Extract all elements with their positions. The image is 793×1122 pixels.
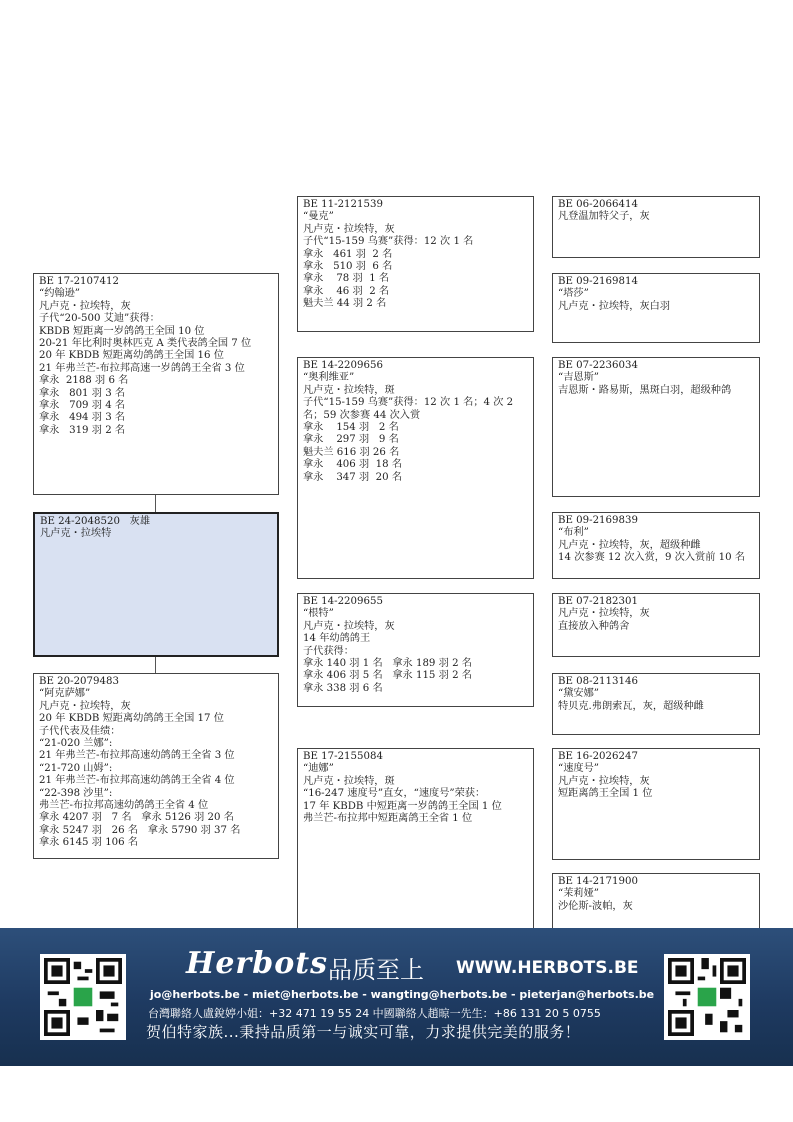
grandsire-maternal-card: BE 14-2209655 “根特” 凡卢克・拉埃特，灰 14 年幼鸽鸽王 子代获得： 拿永 140 羽 1 名 拿永 189 羽 2 名 拿永 406 羽 5 名 拿永 115 羽 2 名 拿永 338 羽 6 名 — [297, 593, 534, 707]
great-granddam-2-card: BE 09-2169839 “布利” 凡卢克・拉埃特，灰，超级种雌 14 次参赛 12 次入赏，9 次入赏前 10 名 — [552, 512, 760, 579]
great-grandsire-2-card: BE 07-2236034 “吉恩斯” 吉恩斯・路易斯，黑斑白羽，超级种鸽 — [552, 357, 760, 497]
great-grandsire-1-card: BE 06-2066414 凡登温加特父子，灰 — [552, 196, 760, 258]
granddam-maternal-card: BE 17-2155084 “迪娜” 凡卢克・拉埃特，斑 “16-247 速度号”直女，“速度号”荣获： 17 年 KBDB 中短距离一岁鸽鸽王全国 1 位 弗兰芒-布拉邦中短距离鸽王全省 1 位 — [297, 748, 534, 934]
great-grandsire-4-card: BE 16-2026247 “速度号” 凡卢克・拉埃特，灰 短距离鸽王全国 1 位 — [552, 748, 760, 860]
wechat-qr-code-icon — [664, 954, 750, 1040]
dam-card: BE 20-2079483 “阿克萨娜” 凡卢克・拉埃特，灰 20 年 KBDB 短距离幼鸽鸽王全国 17 位 子代代表及佳绩： “21-020 兰娜”: 21 年弗兰芒-布拉邦高速幼鸽鸽王全省 3 位 “21-720 山姆”: 21 年弗兰芒-布拉邦高速幼鸽鸽王全省 4 位 “22-398 沙里”: 弗兰芒-布拉邦高速幼鸽鸽王全省 4 位 拿永 4207 羽 7 名 拿永 5126 羽 20 名 拿永 5247 羽 26 名 拿永 5790 羽 37 名 拿永 6145 羽 106 名 — [33, 673, 279, 859]
sire-card: BE 17-2107412 “约翰逊” 凡卢克・拉埃特，灰 子代“20-500 艾迪”获得： KBDB 短距离一岁鸽鸽王全国 10 位 20-21 年比利时奥林匹克 A 类代表鸽全国 7 位 20 年 KBDB 短距离幼鸽鸽王全国 16 位 21 年弗兰芒-布拉邦高速一岁鸽鸽王全省 3 位 拿永 2188 羽 6 名 拿永 801 羽 3 名 拿永 709 羽 4 名 拿永 494 羽 3 名 拿永 319 羽 2 名 — [33, 273, 279, 495]
footer-tagline: 贺伯特家族...秉持品质第一与诚实可靠，力求提供完美的服务！ — [146, 1023, 581, 1041]
contact-phones: 台灣聯絡人盧銳婷小姐：+32 471 19 55 24 中國聯絡人趙晾一先生：+86 131 20 5 0755 — [148, 1007, 601, 1020]
connector-line — [155, 495, 156, 512]
qr-code-icon — [40, 954, 126, 1040]
grandsire-paternal-card: BE 11-2121539 “曼克” 凡卢克・拉埃特，灰 子代“15-159 乌赛”获得：12 次 1 名 拿永 461 羽 2 名 拿永 510 羽 6 名 拿永 78 羽 1 名 拿永 46 羽 2 名 魁夫兰 44 羽 2 名 — [297, 196, 534, 332]
footer-banner — [0, 928, 793, 1066]
granddam-paternal-card: BE 14-2209656 “奥利维亚” 凡卢克・拉埃特，斑 子代“15-159 乌赛”获得：12 次 1 名；4 次 2 名；59 次参赛 44 次入赏 拿永 154 羽 2 名 拿永 297 羽 9 名 魁夫兰 616 羽 26 名 拿永 406 羽 18 名 拿永 347 羽 20 名 — [297, 357, 534, 579]
contact-emails: jo@herbots.be - miet@herbots.be - wangting@herbots.be - pieterjan@herbots.be — [150, 988, 655, 1001]
great-granddam-1-card: BE 09-2169814 “塔莎” 凡卢克・拉埃特，灰白羽 — [552, 273, 760, 343]
connector-line — [155, 657, 156, 673]
great-granddam-3-card: BE 08-2113146 “黛安娜” 特贝克.弗朗索瓦，灰，超级种雌 — [552, 673, 760, 735]
brand-slogan: 品质至上 — [328, 956, 424, 984]
subject-pigeon-card: BE 24-2048520 灰雄 凡卢克・拉埃特 — [33, 512, 279, 657]
website-link[interactable]: WWW.HERBOTS.BE — [456, 958, 639, 978]
great-grandsire-3-card: BE 07-2182301 凡卢克・拉埃特，灰 直接放入种鸽舍 — [552, 593, 760, 657]
great-granddam-4-card: BE 14-2171900 “茉莉娅” 沙伦斯-波帕，灰 — [552, 873, 760, 933]
brand-logo: Herbots — [186, 946, 328, 981]
